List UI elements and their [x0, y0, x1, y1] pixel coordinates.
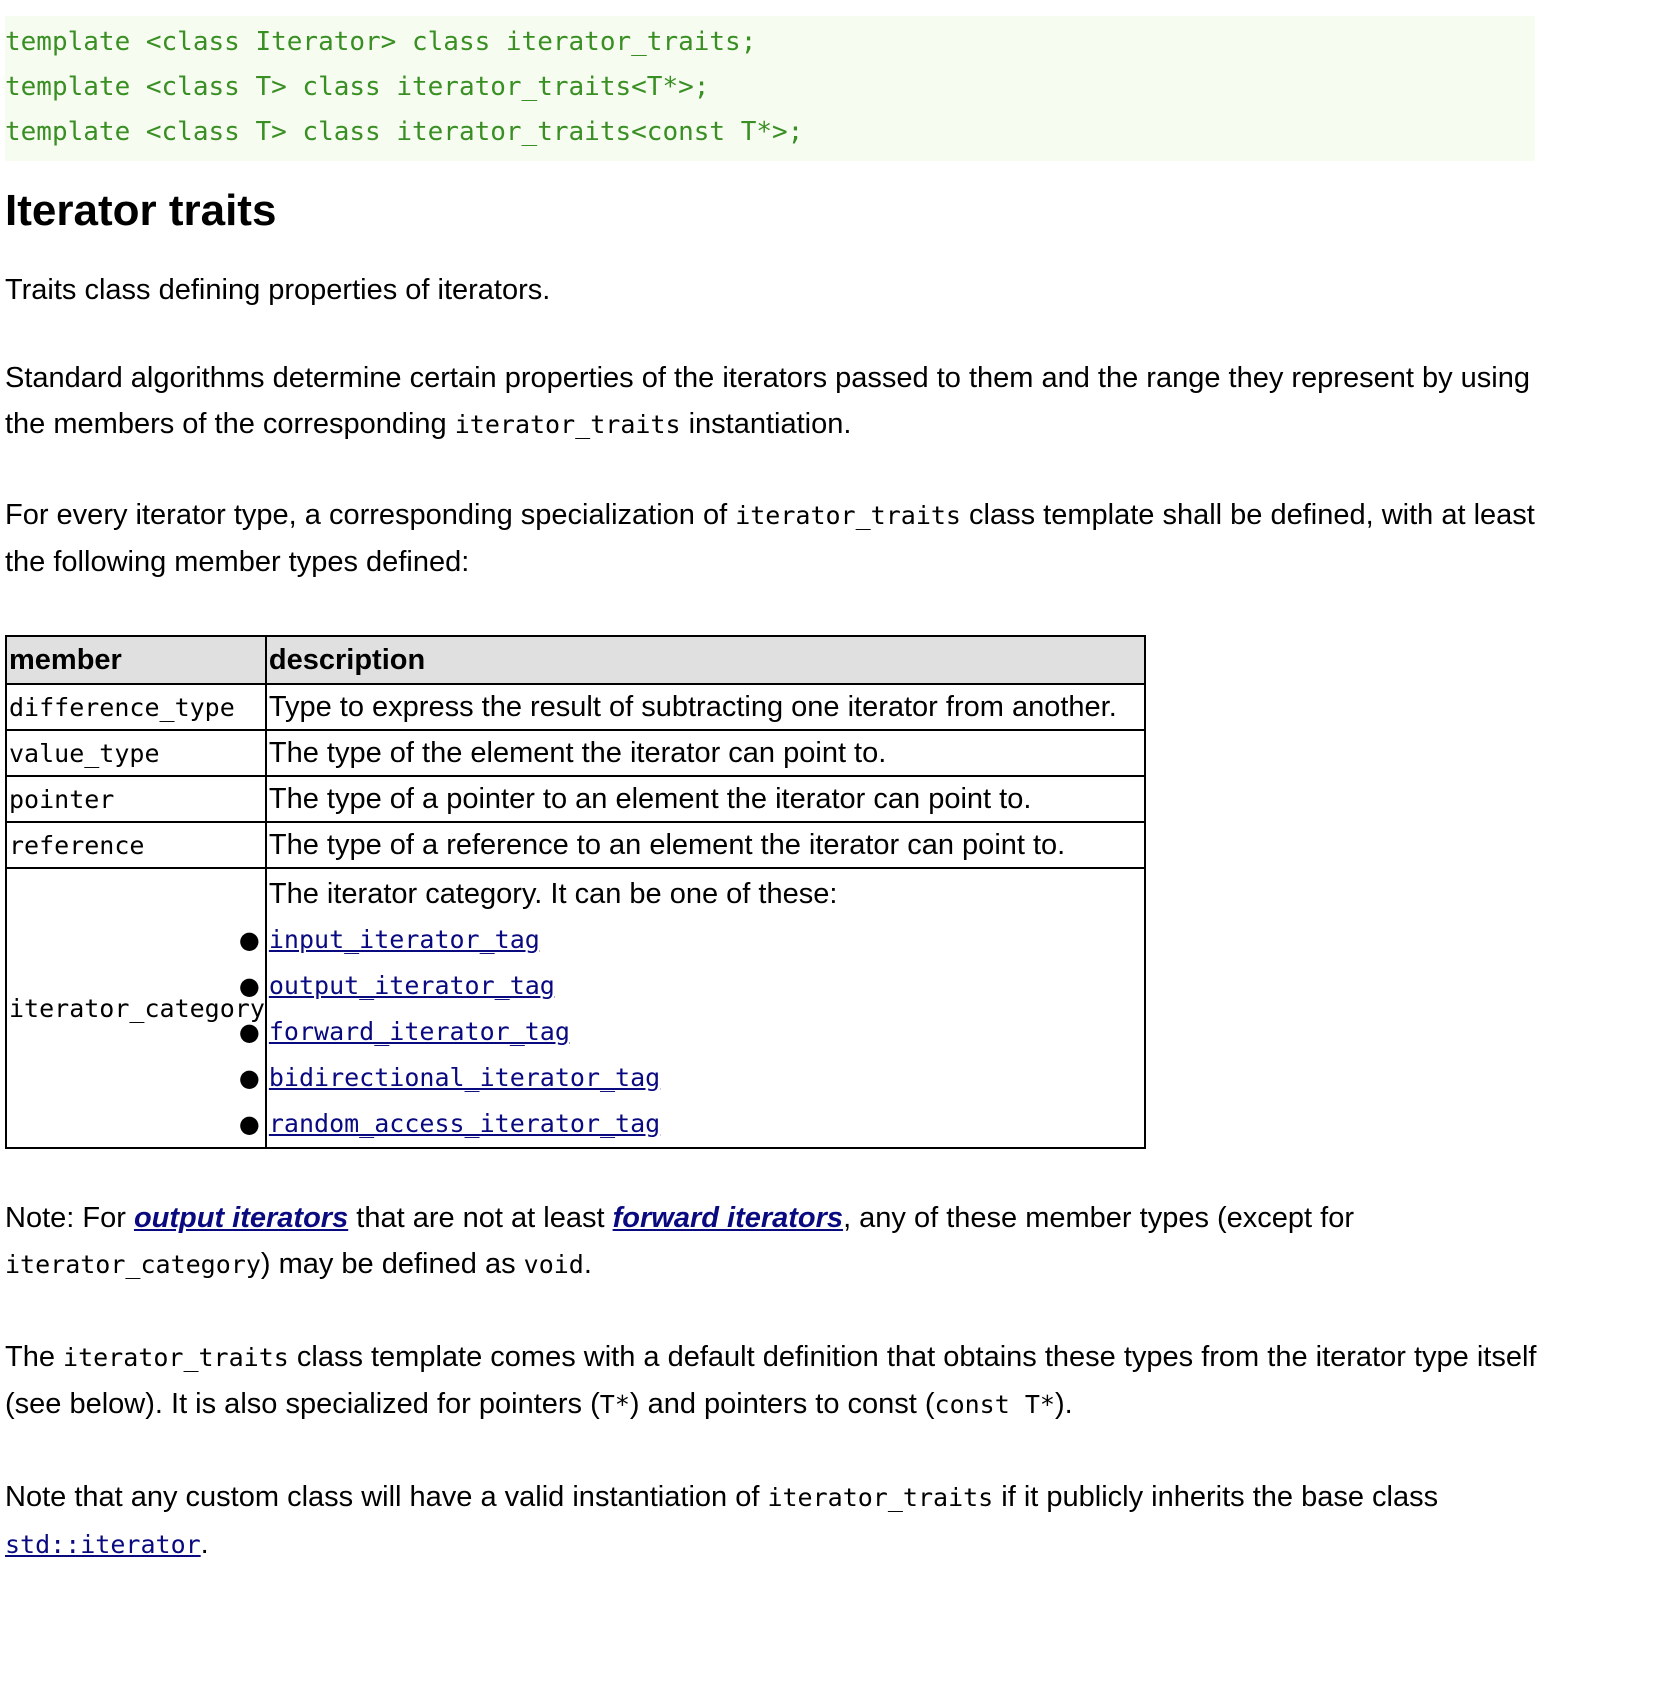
- description-cell: The type of the element the iterator can point to.: [266, 730, 1145, 776]
- column-header-member: member: [6, 636, 266, 684]
- table-row: [6, 822, 1145, 868]
- bullet-icon: ●: [238, 972, 260, 1000]
- text: if it publicly inherits the base class: [993, 1481, 1439, 1513]
- intro-paragraph: Traits class defining properties of iterators.: [5, 274, 551, 306]
- column-header-description: description: [266, 636, 1145, 684]
- default-definition-paragraph: [5, 1334, 1565, 1428]
- list-item: [238, 1055, 1144, 1101]
- note-paragraph: [5, 1195, 1535, 1288]
- text: ) may be defined as: [260, 1248, 524, 1280]
- code-line: template <class T> class iterator_traits<const T*>;: [5, 117, 804, 147]
- random-access-iterator-tag-link[interactable]: random_access_iterator_tag: [268, 1109, 661, 1138]
- text: ) and pointers to const (: [629, 1388, 935, 1420]
- text: class template shall be defined, with at least the following member types defined:: [5, 499, 1535, 578]
- inline-code: iterator_traits: [63, 1343, 289, 1372]
- inline-code: void: [523, 1250, 584, 1279]
- bullet-icon: ●: [238, 1110, 260, 1138]
- custom-class-paragraph: [5, 1474, 1535, 1568]
- input-iterator-tag-link[interactable]: input_iterator_tag: [268, 925, 540, 954]
- text: .: [200, 1528, 209, 1560]
- table-header-row: [6, 636, 1145, 684]
- member-cell: iterator_category: [6, 868, 266, 1148]
- bullet-icon: ●: [238, 1018, 260, 1046]
- inline-code: iterator_traits: [767, 1483, 994, 1512]
- member-cell: reference: [6, 822, 266, 868]
- text: instantiation.: [680, 408, 852, 440]
- code-line: template <class Iterator> class iterator_traits;: [5, 27, 757, 57]
- inline-code: iterator_traits: [735, 501, 961, 530]
- text: Standard algorithms determine certain properties of the iterators passed to them and the range they represent by using the members of the corresponding: [5, 362, 1530, 440]
- code-block: [5, 16, 1535, 161]
- text: class template comes with a default definition that obtains these types from the iterator type itself (see below). It is also specialized for pointers (: [5, 1341, 1537, 1420]
- member-cell: pointer: [6, 776, 266, 822]
- specialization-paragraph: [5, 492, 1535, 585]
- text: .: [583, 1248, 592, 1280]
- inline-code: T*: [599, 1390, 630, 1419]
- bullet-icon: ●: [238, 1064, 260, 1092]
- code-line: template <class T> class iterator_traits<T*>;: [5, 72, 710, 102]
- output-iterator-tag-link[interactable]: output_iterator_tag: [268, 971, 555, 1000]
- forward-iterators-link[interactable]: forward iterators: [612, 1202, 844, 1234]
- text: Note that any custom class will have a valid instantiation of: [5, 1481, 768, 1513]
- inline-code: iterator_traits: [454, 410, 681, 439]
- inline-code: const T*: [934, 1390, 1055, 1419]
- table-row: [6, 730, 1145, 776]
- algorithms-paragraph: [5, 355, 1535, 448]
- text: The: [5, 1341, 64, 1373]
- table-row: [6, 776, 1145, 822]
- description-cell: Type to express the result of subtracting one iterator from another.: [266, 684, 1145, 730]
- list-item: [238, 1101, 1144, 1147]
- category-intro: The iterator category. It can be one of these:: [268, 878, 838, 910]
- text: that are not at least: [348, 1202, 613, 1234]
- description-cell: The type of a reference to an element the iterator can point to.: [266, 822, 1145, 868]
- text: ).: [1054, 1388, 1073, 1420]
- text: , any of these member types (except for: [843, 1202, 1355, 1234]
- bullet-icon: ●: [238, 926, 260, 954]
- member-cell: value_type: [6, 730, 266, 776]
- member-cell: difference_type: [6, 684, 266, 730]
- text: Note: For: [5, 1202, 134, 1234]
- category-tag-list: [238, 917, 1144, 1147]
- list-item: [238, 1009, 1144, 1055]
- table-row: [6, 684, 1145, 730]
- table-row-category: [6, 868, 1145, 1148]
- text: For every iterator type, a corresponding specialization of: [5, 499, 736, 531]
- inline-code: iterator_category: [5, 1250, 261, 1279]
- output-iterators-link[interactable]: output iterators: [133, 1202, 349, 1234]
- document-page: [0, 16, 1645, 1568]
- std-iterator-link[interactable]: std::iterator: [5, 1530, 201, 1559]
- description-cell: The type of a pointer to an element the iterator can point to.: [266, 776, 1145, 822]
- list-item: [238, 917, 1144, 963]
- description-cell: [238, 868, 1145, 1148]
- list-item: [238, 963, 1144, 1009]
- member-types-table: [5, 635, 1146, 1149]
- bidirectional-iterator-tag-link[interactable]: bidirectional_iterator_tag: [268, 1063, 661, 1092]
- forward-iterator-tag-link[interactable]: forward_iterator_tag: [268, 1017, 570, 1046]
- page-title: Iterator traits: [5, 186, 277, 235]
